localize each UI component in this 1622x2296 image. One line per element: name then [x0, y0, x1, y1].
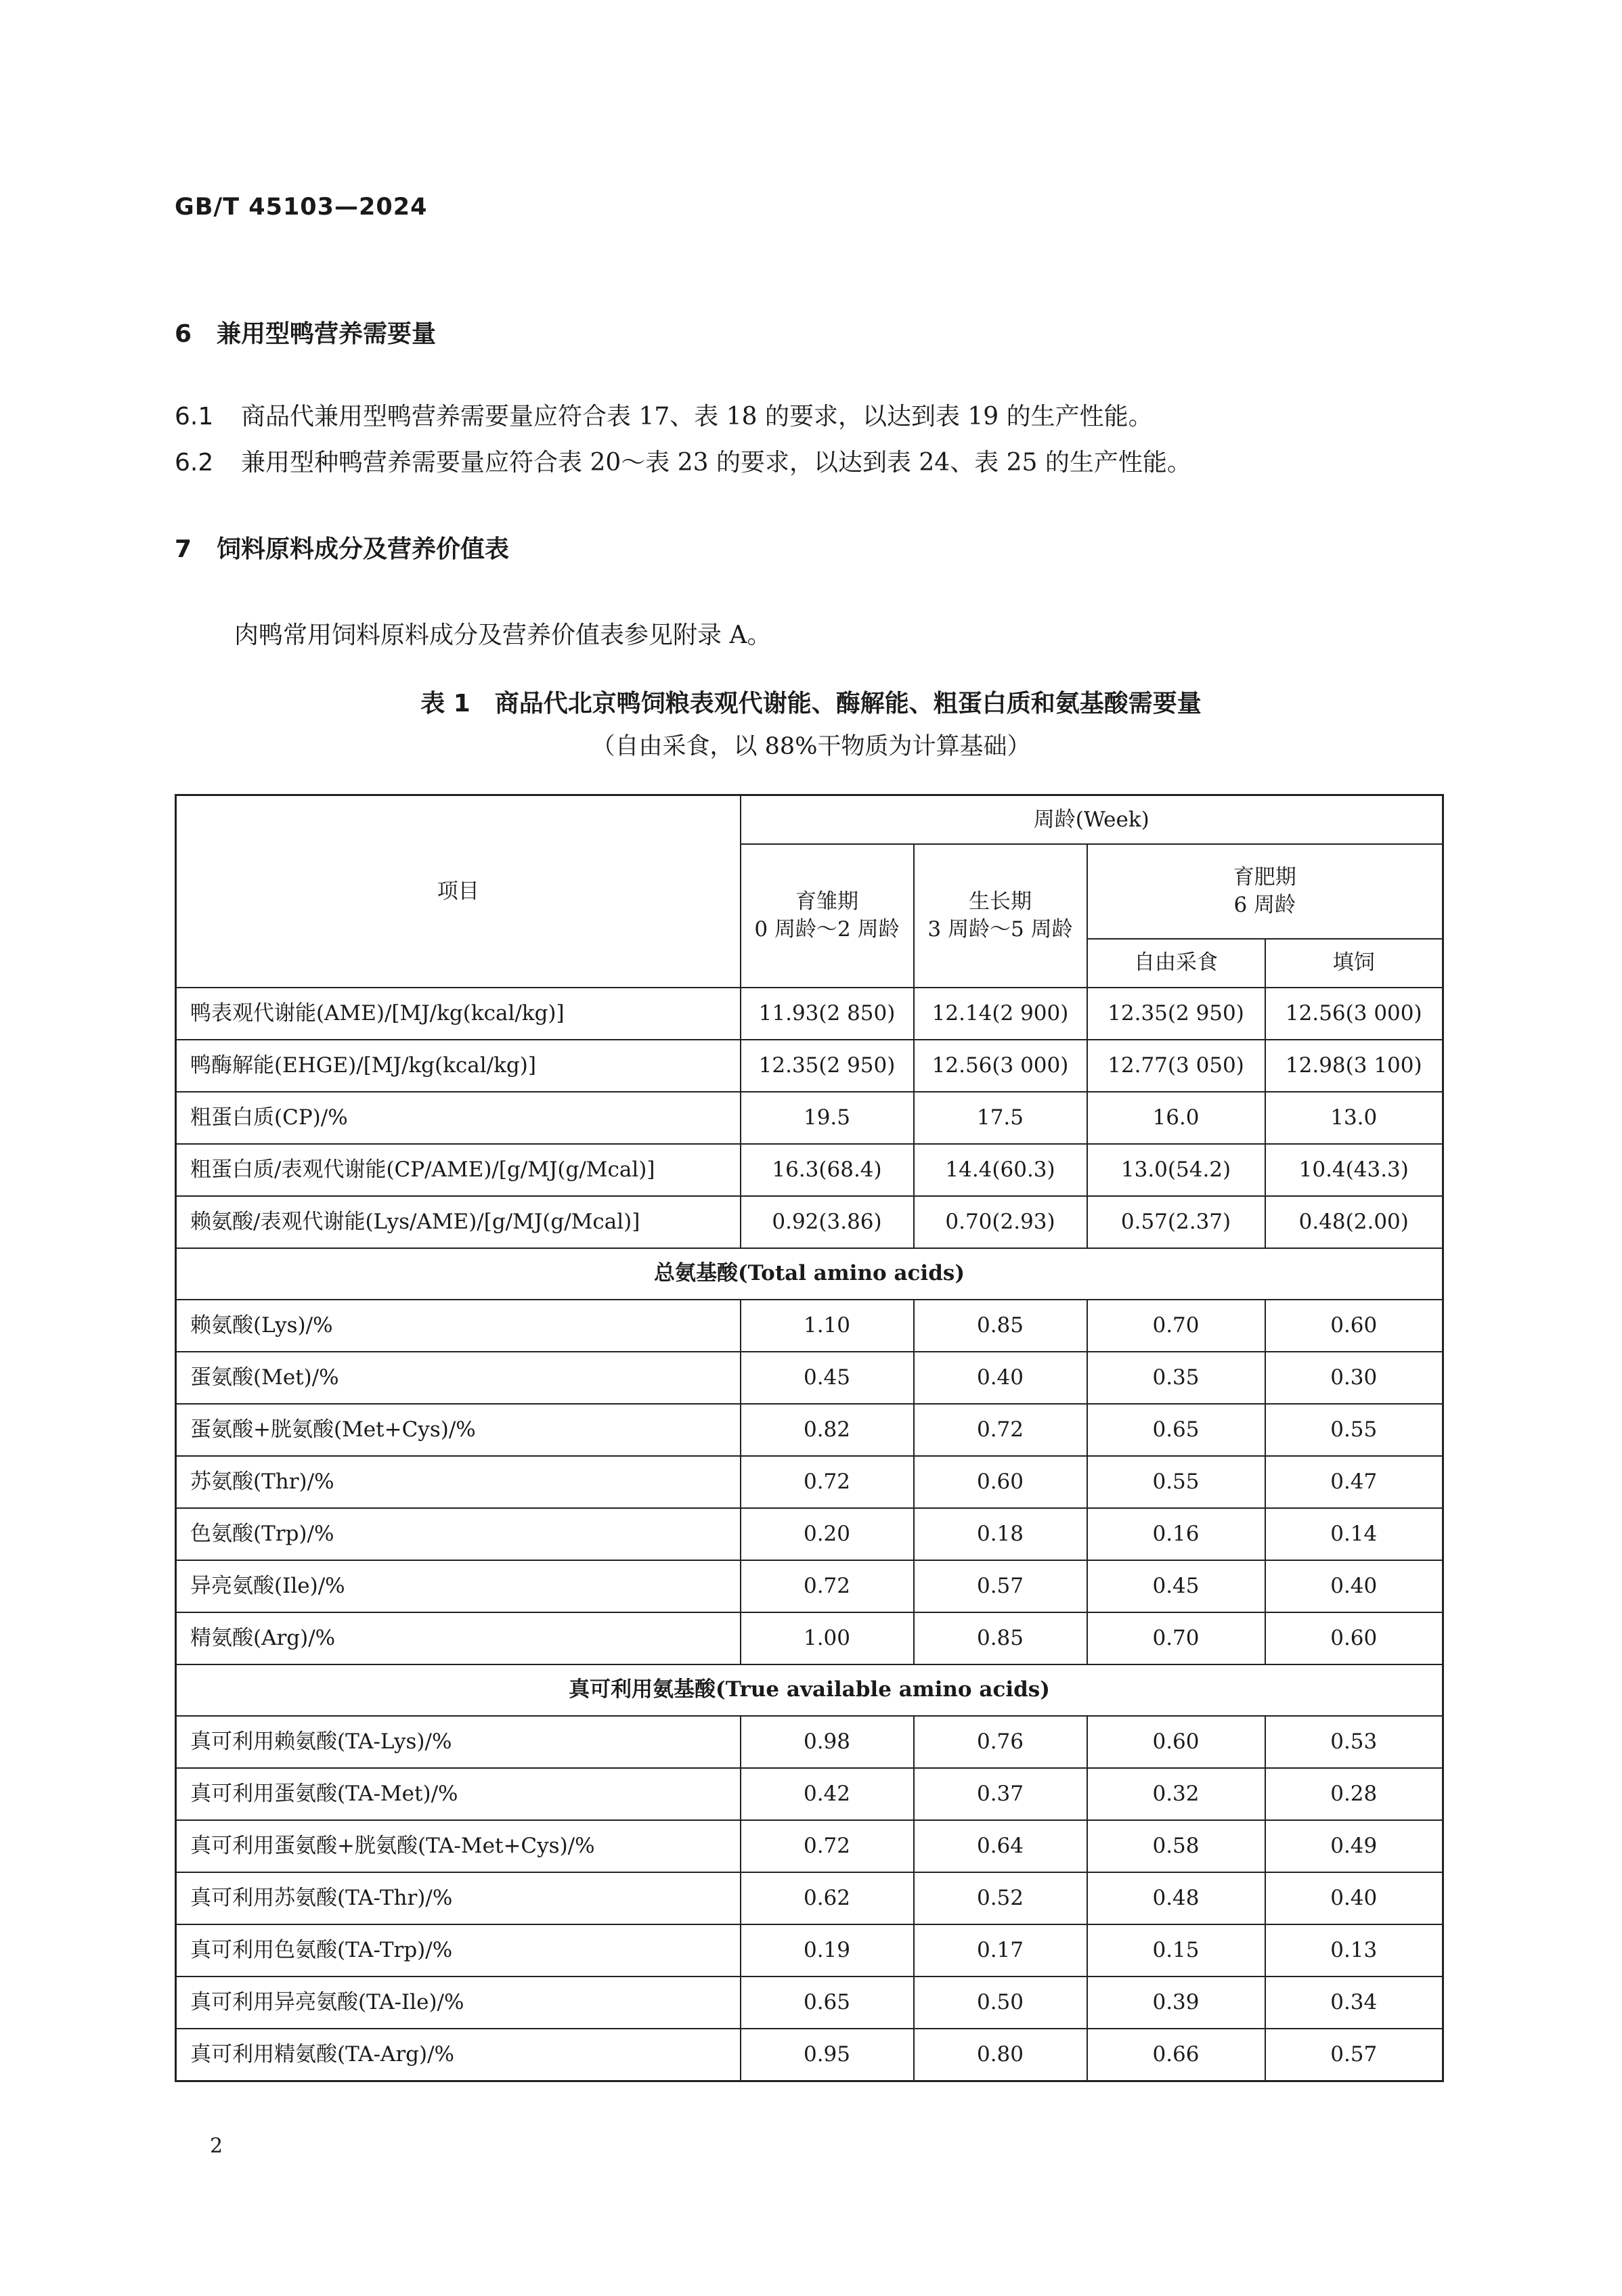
row-value-v4: 0.55 [1265, 1404, 1443, 1456]
table-row [176, 1612, 1443, 1664]
table-1-title: 表 1 商品代北京鸭饲粮表观代谢能、酶解能、粗蛋白质和氨基酸需要量 [420, 690, 1202, 718]
row-value-v1: 1.00 [741, 1612, 914, 1664]
header-growing-name: 生长期 [969, 889, 1032, 914]
row-value-v1: 11.93(2 850) [741, 988, 914, 1040]
row-item-label: 赖氨酸(Lys)/% [176, 1300, 741, 1352]
section-total-amino-acids-title: 总氨基酸(Total amino acids) [176, 1248, 1443, 1300]
clause-number: 6.2 [175, 449, 214, 477]
row-value-v4: 12.98(3 100) [1265, 1040, 1443, 1092]
row-item-label: 赖氨酸/表观代谢能(Lys/AME)/[g/MJ(g/Mcal)] [176, 1196, 741, 1248]
row-value-v1: 0.62 [741, 1872, 914, 1924]
header-growing [914, 844, 1087, 988]
row-value-v3: 0.65 [1087, 1404, 1265, 1456]
table-row [176, 1092, 1443, 1144]
row-value-v2: 0.18 [914, 1508, 1087, 1560]
section-6-number: 6 [175, 320, 192, 348]
row-value-v3: 0.57(2.37) [1087, 1196, 1265, 1248]
row-item-label: 异亮氨酸(Ile)/% [176, 1560, 741, 1612]
row-value-v4: 0.40 [1265, 1872, 1443, 1924]
row-value-v1: 12.35(2 950) [741, 1040, 914, 1092]
row-item-label: 色氨酸(Trp)/% [176, 1508, 741, 1560]
row-item-label: 粗蛋白质(CP)/% [176, 1092, 741, 1144]
header-free-feeding: 自由采食 [1087, 939, 1265, 988]
row-value-v4: 0.40 [1265, 1560, 1443, 1612]
header-fattening-name: 育肥期 [1233, 865, 1296, 890]
row-item-label: 粗蛋白质/表观代谢能(CP/AME)/[g/MJ(g/Mcal)] [176, 1144, 741, 1196]
section-6-title: 兼用型鸭营养需要量 [217, 320, 437, 348]
row-value-v2: 0.57 [914, 1560, 1087, 1612]
row-value-v1: 1.10 [741, 1300, 914, 1352]
section-true-available-amino-acids [176, 1664, 1443, 1716]
table-row [176, 1977, 1443, 2029]
table-row [176, 1352, 1443, 1404]
row-value-v1: 19.5 [741, 1092, 914, 1144]
table-row [176, 1144, 1443, 1196]
row-value-v1: 0.72 [741, 1820, 914, 1872]
header-force-feeding: 填饲 [1265, 939, 1443, 988]
row-value-v4: 0.28 [1265, 1768, 1443, 1820]
clause-number: 6.1 [175, 403, 214, 430]
section-true-available-amino-acids-title: 真可利用氨基酸(True available amino acids) [176, 1664, 1443, 1716]
standard-code: GB/T 45103—2024 [175, 194, 428, 221]
row-value-v3: 13.0(54.2) [1087, 1144, 1265, 1196]
row-value-v4: 10.4(43.3) [1265, 1144, 1443, 1196]
row-value-v4: 0.47 [1265, 1456, 1443, 1508]
table-row [176, 1404, 1443, 1456]
row-value-v1: 0.72 [741, 1560, 914, 1612]
row-value-v2: 0.70(2.93) [914, 1196, 1087, 1248]
row-value-v1: 0.65 [741, 1977, 914, 2029]
table-row [176, 1872, 1443, 1924]
page-number: 2 [210, 2134, 223, 2158]
row-value-v2: 0.80 [914, 2029, 1087, 2081]
row-item-label: 蛋氨酸(Met)/% [176, 1352, 741, 1404]
row-value-v2: 0.37 [914, 1768, 1087, 1820]
row-value-v4: 0.14 [1265, 1508, 1443, 1560]
row-value-v3: 0.35 [1087, 1352, 1265, 1404]
row-value-v1: 0.72 [741, 1456, 914, 1508]
row-item-label: 真可利用精氨酸(TA-Arg)/% [176, 2029, 741, 2081]
table-row [176, 1456, 1443, 1508]
header-item: 项目 [176, 795, 741, 988]
row-value-v3: 0.32 [1087, 1768, 1265, 1820]
row-value-v2: 0.72 [914, 1404, 1087, 1456]
row-value-v4: 0.49 [1265, 1820, 1443, 1872]
row-value-v2: 0.17 [914, 1924, 1087, 1977]
header-brooding-range: 0 周龄～2 周龄 [754, 917, 900, 942]
row-value-v4: 0.30 [1265, 1352, 1443, 1404]
row-value-v3: 0.39 [1087, 1977, 1265, 2029]
row-value-v2: 0.85 [914, 1300, 1087, 1352]
row-value-v2: 17.5 [914, 1092, 1087, 1144]
row-item-label: 鸭表观代谢能(AME)/[MJ/kg(kcal/kg)] [176, 988, 741, 1040]
row-value-v3: 0.16 [1087, 1508, 1265, 1560]
row-item-label: 真可利用异亮氨酸(TA-Ile)/% [176, 1977, 741, 2029]
table-row [176, 1716, 1443, 1768]
row-value-v2: 0.50 [914, 1977, 1087, 2029]
table-row [176, 1040, 1443, 1092]
row-value-v1: 0.95 [741, 2029, 914, 2081]
section-7-heading [175, 530, 509, 565]
row-value-v2: 12.14(2 900) [914, 988, 1087, 1040]
row-item-label: 真可利用苏氨酸(TA-Thr)/% [176, 1872, 741, 1924]
header-fattening [1087, 844, 1443, 939]
clause-6-1 [175, 397, 1153, 432]
row-value-v1: 0.20 [741, 1508, 914, 1560]
header-week: 周龄(Week) [741, 795, 1443, 844]
row-value-v3: 16.0 [1087, 1092, 1265, 1144]
table-1-subtitle: （自由采食，以 88%干物质为计算基础） [591, 733, 1031, 760]
row-value-v1: 16.3(68.4) [741, 1144, 914, 1196]
header-brooding [741, 844, 914, 988]
section-7-number: 7 [175, 535, 192, 563]
row-value-v1: 0.92(3.86) [741, 1196, 914, 1248]
row-value-v3: 12.77(3 050) [1087, 1040, 1265, 1092]
row-value-v1: 0.19 [741, 1924, 914, 1977]
table-row [176, 1196, 1443, 1248]
clause-text: 商品代兼用型鸭营养需要量应符合表 17、表 18 的要求，以达到表 19 的生产性能。 [241, 403, 1153, 430]
header-growing-range: 3 周龄～5 周龄 [927, 917, 1073, 942]
row-value-v2: 0.76 [914, 1716, 1087, 1768]
row-value-v3: 0.45 [1087, 1560, 1265, 1612]
requirements-table [175, 794, 1444, 2082]
row-value-v4: 0.57 [1265, 2029, 1443, 2081]
row-item-label: 真可利用蛋氨酸(TA-Met)/% [176, 1768, 741, 1820]
row-value-v4: 0.53 [1265, 1716, 1443, 1768]
row-value-v2: 0.52 [914, 1872, 1087, 1924]
row-value-v3: 12.35(2 950) [1087, 988, 1265, 1040]
row-item-label: 精氨酸(Arg)/% [176, 1612, 741, 1664]
row-item-label: 真可利用色氨酸(TA-Trp)/% [176, 1924, 741, 1977]
row-value-v3: 0.48 [1087, 1872, 1265, 1924]
row-item-label: 真可利用赖氨酸(TA-Lys)/% [176, 1716, 741, 1768]
row-value-v3: 0.70 [1087, 1612, 1265, 1664]
row-item-label: 真可利用蛋氨酸+胱氨酸(TA-Met+Cys)/% [176, 1820, 741, 1872]
row-item-label: 苏氨酸(Thr)/% [176, 1456, 741, 1508]
row-value-v4: 13.0 [1265, 1092, 1443, 1144]
row-value-v4: 0.34 [1265, 1977, 1443, 2029]
row-value-v2: 14.4(60.3) [914, 1144, 1087, 1196]
row-value-v1: 0.82 [741, 1404, 914, 1456]
row-value-v2: 0.40 [914, 1352, 1087, 1404]
row-value-v2: 0.60 [914, 1456, 1087, 1508]
row-value-v3: 0.58 [1087, 1820, 1265, 1872]
table-row [176, 1560, 1443, 1612]
table-row [176, 988, 1443, 1040]
row-value-v4: 0.13 [1265, 1924, 1443, 1977]
row-item-label: 鸭酶解能(EHGE)/[MJ/kg(kcal/kg)] [176, 1040, 741, 1092]
section-6-heading [175, 315, 436, 349]
section-7-paragraph: 肉鸭常用饲料原料成分及营养价值表参见附录 A。 [234, 621, 772, 649]
table-row [176, 1768, 1443, 1820]
clause-6-2 [175, 443, 1191, 478]
row-value-v1: 0.45 [741, 1352, 914, 1404]
row-value-v3: 0.70 [1087, 1300, 1265, 1352]
row-value-v3: 0.60 [1087, 1716, 1265, 1768]
header-fattening-range: 6 周龄 [1233, 892, 1296, 917]
row-value-v4: 0.60 [1265, 1300, 1443, 1352]
row-value-v4: 12.56(3 000) [1265, 988, 1443, 1040]
row-value-v4: 0.60 [1265, 1612, 1443, 1664]
row-value-v3: 0.55 [1087, 1456, 1265, 1508]
table-row [176, 1924, 1443, 1977]
row-value-v1: 0.42 [741, 1768, 914, 1820]
table-row [176, 2029, 1443, 2081]
row-value-v4: 0.48(2.00) [1265, 1196, 1443, 1248]
table-row [176, 1820, 1443, 1872]
section-7-title: 饲料原料成分及营养价值表 [217, 535, 510, 563]
table-row [176, 1300, 1443, 1352]
row-value-v2: 12.56(3 000) [914, 1040, 1087, 1092]
header-brooding-name: 育雏期 [795, 889, 858, 914]
row-value-v3: 0.15 [1087, 1924, 1265, 1977]
row-item-label: 蛋氨酸+胱氨酸(Met+Cys)/% [176, 1404, 741, 1456]
row-value-v3: 0.66 [1087, 2029, 1265, 2081]
row-value-v2: 0.85 [914, 1612, 1087, 1664]
table-row [176, 1508, 1443, 1560]
row-value-v1: 0.98 [741, 1716, 914, 1768]
section-total-amino-acids [176, 1248, 1443, 1300]
row-value-v2: 0.64 [914, 1820, 1087, 1872]
clause-text: 兼用型种鸭营养需要量应符合表 20～表 23 的要求，以达到表 24、表 25 的生产性能。 [241, 449, 1191, 477]
